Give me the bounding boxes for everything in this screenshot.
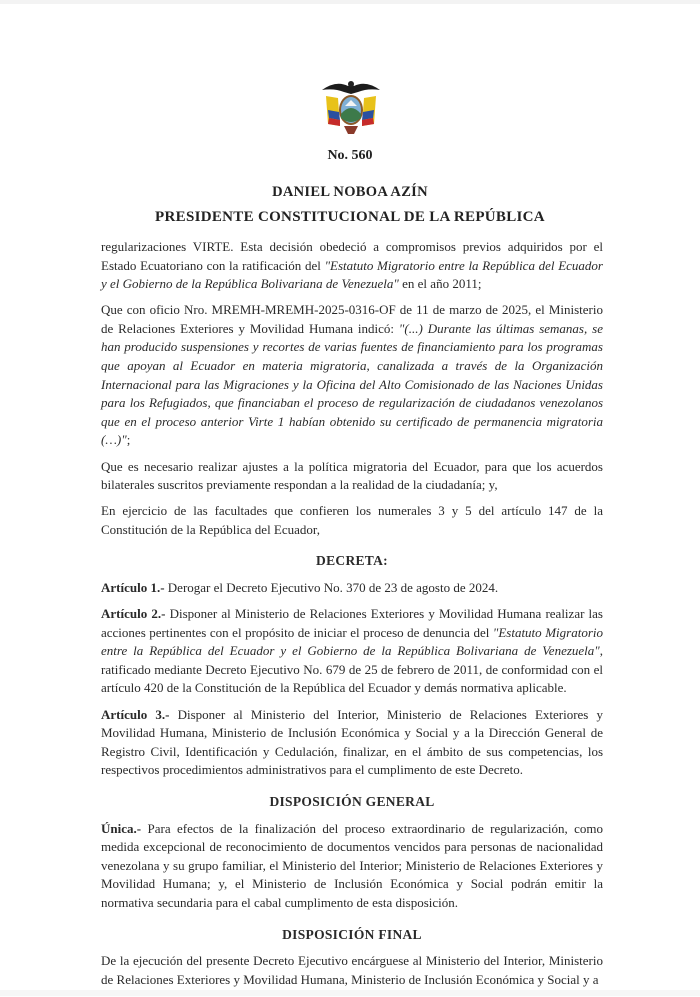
article-paragraph (101, 579, 603, 598)
considerando-paragraph (101, 301, 603, 450)
general-disposition-heading: DISPOSICIÓN GENERAL (269, 793, 435, 809)
president-title: PRESIDENTE CONSTITUCIONAL DE LA REPÚBLICA (155, 209, 545, 225)
coat-of-arms-icon (318, 76, 384, 138)
paragraph-text: Disponer al Ministerio del Interior, Ministerio de Relaciones Exteriores y Movilidad Humana, Ministerio de Inclusión Económica y Social y a la Dirección General de Registro Civil, Identificación y Cedulación, finalizar, en el ámbito de sus competencias, los respectivos procedimientos administrativos para el cumplimento de este Decreto. (101, 706, 604, 778)
decreta-heading: DECRETA: (316, 553, 388, 569)
paragraph-text: Que es necesario realizar ajustes a la política migratoria del Ecuador, para que los acuerdos bilaterales suscritos previamente respondan a la realidad de la ciudadanía; y, (101, 458, 603, 493)
paragraph-text: , ratificado mediante Decreto Ejecutivo No. 679 de 25 de febrero de 2011, de conformidad con el artículo 420 de la Constitución de la República del Ecuador y demás normativa aplicable. (101, 643, 603, 696)
paragraph-text: En ejercicio de las facultades que confieren los numerales 3 y 5 del artículo 147 de la Constitución de la República del Ecuador, (101, 503, 603, 537)
paragraph-text: Para efectos de la finalización del proceso extraordinario de regularización, como medida excepcional de reconocimiento de documentos vencidos para personas de nacionalidad venezolana y su grupo familiar, el Ministerio del Interior; Ministerio de Relaciones Exteriores y Movilidad Humana; y, el Ministerio de Inclusión Económica y Social podrán emitir la normativa secundaria para el cabal cumplimento de esta disposición. (101, 820, 603, 910)
paragraph-text: Que con oficio Nro. MREMH-MREMH-2025-0316-OF de 11 de marzo de 2025, el Ministerio de Relaciones Exteriores y Movilidad Humana indicó: (101, 302, 603, 336)
article-label: Artículo 1.- (101, 580, 165, 595)
quoted-text: "Estatuto Migratorio entre la República del Ecuador y el Gobierno de la República Bolivariana de Venezuela" (101, 257, 603, 292)
paragraph-text: ; (126, 432, 131, 448)
considerando-paragraph (101, 502, 603, 539)
page-top-edge (0, 0, 700, 4)
paragraph-text: De la ejecución del presente Decreto Ejecutivo encárguese al Ministerio del Interior, Ministerio de Relaciones Exteriores y Movilidad Humana, Ministerio de Inclusión Económica y Social y a (101, 953, 603, 987)
article-label: Única.- (101, 820, 142, 836)
paragraph-text: Derogar el Decreto Ejecutivo No. 370 de 23 de agosto de 2024. (164, 580, 499, 595)
paragraph-text: en el año 2011; (398, 276, 482, 292)
decree-number: No. 560 (327, 148, 373, 163)
considerandos-section (101, 238, 603, 539)
document-body (101, 238, 603, 997)
final-disposition-paragraph (101, 952, 603, 989)
article-label: Artículo 2.- (101, 606, 166, 622)
general-disposition-paragraph (101, 820, 603, 913)
quoted-text: "Estatuto Migratorio entre la República del Ecuador y el Gobierno de la República Bolivariana de Venezuela" (101, 624, 603, 659)
articles-section (101, 579, 603, 780)
paragraph-text: regularizaciones VIRTE. Esta decisión obedeció a compromisos previos adquiridos por el Estado Ecuatoriano con la ratificación del (101, 239, 603, 273)
final-disposition-section (101, 952, 603, 989)
paragraph-text: Disponer al Ministerio de Relaciones Exteriores y Movilidad Humana realizar las acciones pertinentes con el propósito de iniciar el proceso de denuncia del (101, 606, 603, 640)
article-paragraph (101, 706, 603, 780)
article-label: Artículo 3.- (101, 706, 170, 722)
article-paragraph (101, 605, 603, 698)
final-disposition-heading: DISPOSICIÓN FINAL (282, 926, 422, 942)
president-name: DANIEL NOBOA AZÍN (272, 184, 428, 200)
page-bottom-edge (0, 990, 700, 996)
considerando-paragraph (101, 238, 603, 294)
general-disposition-section (101, 820, 603, 913)
considerando-paragraph (101, 458, 603, 495)
quoted-text: "(...) Durante las últimas semanas, se han producido suspensiones y recortes de varias fuentes de financiamiento para los programas que apoyan al Ecuador en materia migratoria, canalizada a través de la Organización Internacional para las Migraciones y la Oficina del Alto Comisionado de las Naciones Unidas para los Refugiados, que financiaban el proceso de regularización de ciudadanos venezolanos que en el proceso anterior Virte 1 habían obtenido su certificado de permanencia migratoria (…)" (101, 320, 603, 448)
